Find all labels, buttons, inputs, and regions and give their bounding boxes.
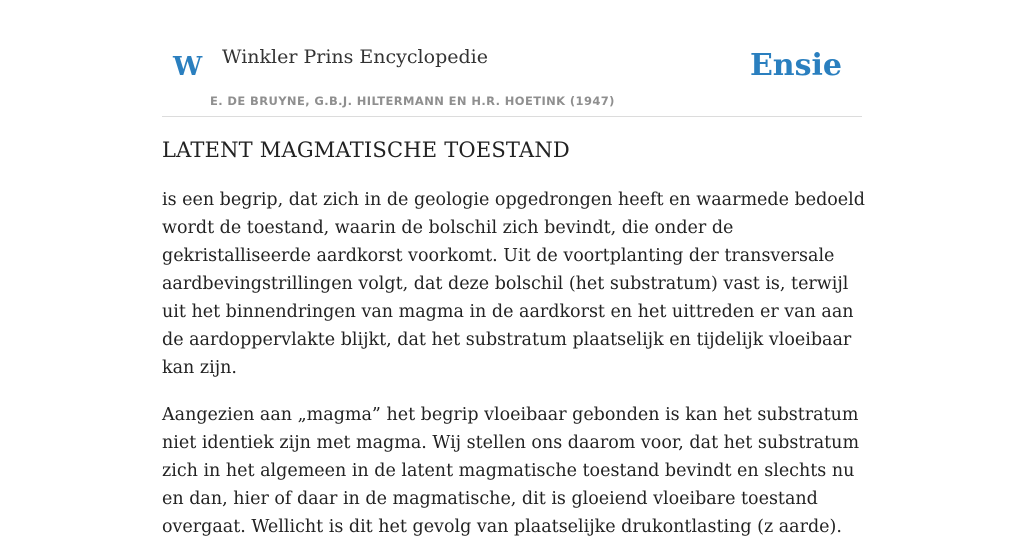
book-authors: E. DE BRUYNE, G.B.J. HILTERMANN EN H.R. HOETINK (1947) [210,94,615,108]
entry-paragraph-2: Aangezien aan „magma” het begrip vloeibaar gebonden is kan het substratum niet identiek zijn met magma. Wij stellen ons daarom voor, dat het substratum zich in het algemeen in de latent magmatische toestand bevindt en slechts nu en dan, hier of daar in de magmatische, dit is gloeiend vloeibare toestand overgaat. Wellicht is dit het gevolg van plaatselijke drukontlasting (z aarde). [162,405,860,537]
ensie-logo[interactable]: Ensie [749,48,842,83]
winkler-prins-logo[interactable]: W [173,52,203,82]
entry-paragraph-1: is een begrip, dat zich in de geologie opgedrongen heeft en waarmede bedoeld wordt de toestand, waarin de bolschil zich bevindt, die onder de gekristalliseerde aardkorst voorkomt. Uit de voortplanting der transversale aardbevingstrillingen volgt, dat deze bolschil (het substratum) vast is, terwijl uit het binnendringen van magma in de aardkorst en het uittreden er van aan de aardoppervlakte blijkt, dat het substratum plaatselijk en tijdelijk vloeibaar kan zijn. [162,190,865,378]
book-title[interactable]: Winkler Prins Encyclopedie [222,46,488,68]
site-header [162,0,862,117]
entry-content [162,138,866,560]
entry-title: LATENT MAGMATISCHE TOESTAND [162,138,570,162]
